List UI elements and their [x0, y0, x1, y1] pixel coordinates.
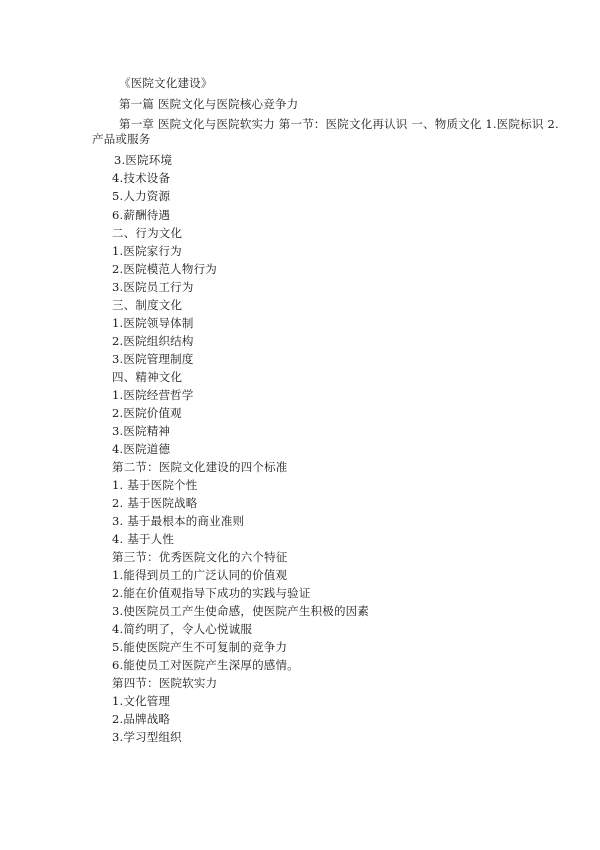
list-item: 1.医院家行为 — [112, 244, 182, 258]
list-item: 4. 基于人性 — [112, 532, 175, 546]
list-item: 6.能使员工对医院产生深厚的感情。 — [112, 658, 299, 672]
list-item: 3.使医院员工产生使命感，使医院产生积极的因素 — [112, 604, 370, 618]
list-item: 5.能使医院产生不可复制的竞争力 — [112, 640, 288, 654]
list-item: 2. 基于医院战略 — [112, 496, 198, 510]
chapter-line-2: 产品或服务 — [92, 132, 151, 146]
list-item: 2.品牌战略 — [112, 712, 171, 726]
part-heading: 第一篇 医院文化与医院核心竞争力 — [119, 97, 299, 111]
section-heading: 二、行为文化 — [112, 226, 183, 240]
list-item: 5.人力资源 — [112, 189, 171, 203]
list-item: 1.能得到员工的广泛认同的价值观 — [112, 568, 288, 582]
list-item: 3.医院环境 — [114, 153, 173, 167]
list-item: 2.医院模范人物行为 — [112, 262, 217, 276]
list-item: 4.医院道德 — [112, 442, 171, 456]
list-item: 2.能在价值观指导下成功的实践与验证 — [112, 586, 311, 600]
list-item: 6.薪酬待遇 — [112, 208, 171, 222]
document-title: 《医院文化建设》 — [119, 76, 213, 90]
list-item: 3.学习型组织 — [112, 730, 182, 744]
list-item: 2.医院价值观 — [112, 406, 182, 420]
chapter-line-1: 第一章 医院文化与医院软实力 第一节：医院文化再认识 一、物质文化 1.医院标识 2. — [119, 117, 559, 131]
list-item: 2.医院组织结构 — [112, 334, 194, 348]
section-heading: 第二节：医院文化建设的四个标准 — [112, 460, 288, 474]
section-heading: 三、制度文化 — [112, 298, 183, 312]
section-heading: 四、精神文化 — [112, 370, 183, 384]
list-item: 3. 基于最根本的商业准则 — [112, 514, 245, 528]
list-item: 4.简约明了，令人心悦诚服 — [112, 622, 253, 636]
section-heading: 第四节：医院软实力 — [112, 676, 218, 690]
list-item: 3.医院员工行为 — [112, 280, 194, 294]
list-item: 1.医院经营哲学 — [112, 388, 194, 402]
list-item: 3.医院精神 — [112, 424, 171, 438]
list-item: 4.技术设备 — [112, 171, 171, 185]
list-item: 1.文化管理 — [112, 694, 171, 708]
section-heading: 第三节：优秀医院文化的六个特征 — [112, 550, 288, 564]
list-item: 3.医院管理制度 — [112, 352, 194, 366]
list-item: 1. 基于医院个性 — [112, 478, 198, 492]
list-item: 1.医院领导体制 — [112, 316, 194, 330]
